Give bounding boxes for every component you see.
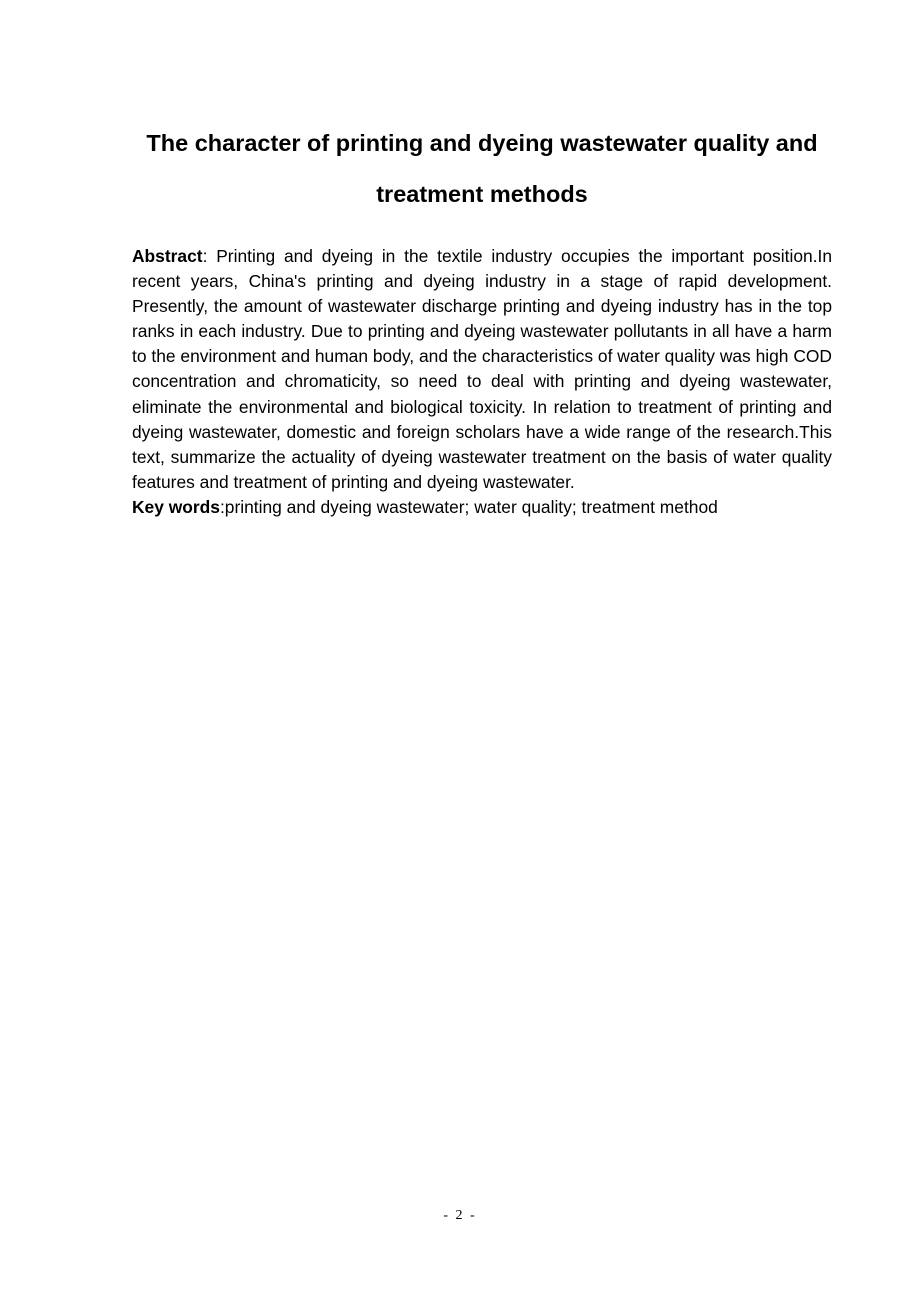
keywords-text: printing and dyeing wastewater; water quality; treatment method xyxy=(224,496,718,517)
document-title: The character of printing and dyeing wastewater quality and treatment methods xyxy=(146,130,818,207)
abstract-section xyxy=(132,244,832,520)
abstract-paragraph xyxy=(132,244,832,495)
keywords-paragraph xyxy=(132,495,832,520)
keywords-label: Key words xyxy=(132,496,220,517)
keywords-separator: : xyxy=(219,496,225,517)
abstract-label: Abstract xyxy=(132,246,203,266)
page-number: - 2 - xyxy=(443,1208,477,1223)
abstract-separator: : xyxy=(202,246,217,266)
abstract-text: Printing and dyeing in the textile industry occupies the important position.In recent years, China's printing and dyeing industry in a stage of rapid development. Presently, the amount of wastewater discharge printing and dyeing industry has in the top ranks in each industry. Due to printing and dyeing wastewater pollutants in all have a harm to the environment and human body, and the characteristics of water quality was high COD concentration and chromaticity, so need to deal with printing and dyeing wastewater, eliminate the environmental and biological toxicity. In relation to treatment of printing and dyeing wastewater, domestic and foreign scholars have a wide range of the research.This text, summarize the actuality of dyeing wastewater treatment on the basis of water quality features and treatment of printing and dyeing wastewater. xyxy=(132,246,832,492)
